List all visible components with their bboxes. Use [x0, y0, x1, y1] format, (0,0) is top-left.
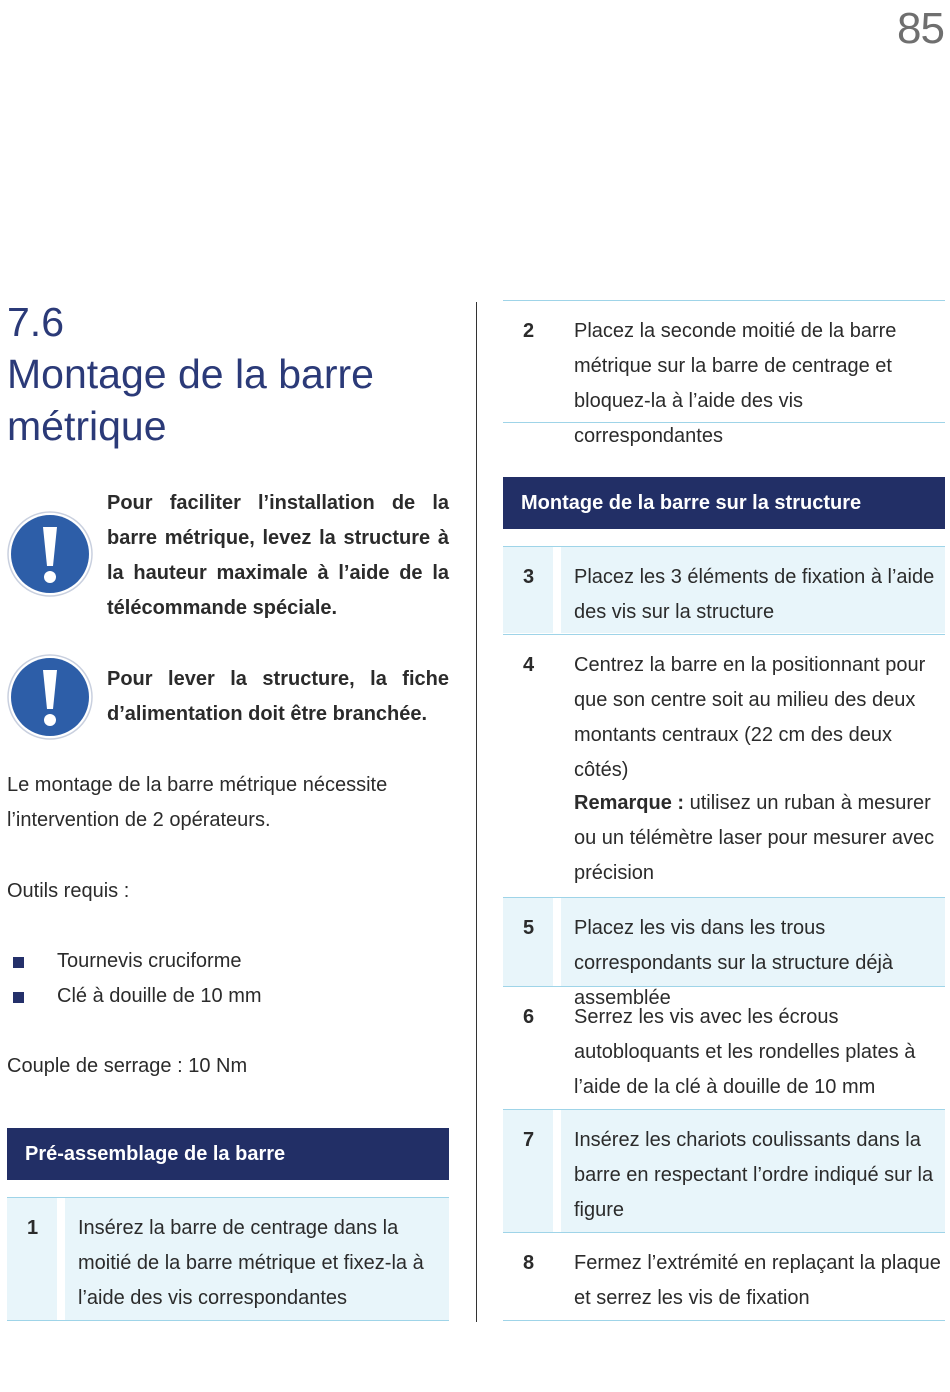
step-text: Placez les vis dans les trous correspondants sur la structure déjà assemblée — [574, 917, 894, 1009]
warning-text: Pour faciliter l’installation de la barre métrique, levez la structure à la hauteur maximale à l’aide de la télécommande spéciale. — [107, 492, 449, 619]
note-label: Remarque : — [574, 792, 685, 814]
rule — [503, 422, 945, 423]
step-text: Fermez l’extrémité en replaçant la plaque et serrez les vis de fixation — [574, 1252, 941, 1309]
exclamation-icon — [7, 511, 93, 597]
step-number: 3 — [523, 566, 535, 588]
step-text: Insérez les chariots coulissants dans la barre en respectant l’ordre indiqué sur la figure — [574, 1129, 934, 1221]
bullet-square-icon — [13, 992, 24, 1003]
step-row — [503, 1233, 945, 1321]
step-row — [503, 301, 945, 447]
step-text: Serrez les vis avec les écrous autobloquants et les rondelles plates à l’aide de la clé à douille de 10 mm — [574, 1006, 916, 1098]
step-number: 5 — [523, 917, 535, 939]
bullet-square-icon — [13, 957, 24, 968]
warning-text: Pour lever la structure, la fiche d’alimentation doit être branchée. — [107, 668, 449, 725]
section-title-line1: Montage de la barre — [7, 351, 374, 397]
list-item: Clé à douille de 10 mm — [7, 979, 449, 1014]
preassembly-heading: Pré-assemblage de la barre — [7, 1128, 449, 1180]
rule — [503, 1320, 945, 1321]
list-item: Tournevis cruciforme — [7, 944, 449, 979]
step-number: 8 — [523, 1252, 535, 1274]
section-title-line2: métrique — [7, 403, 167, 449]
step-text: Placez la seconde moitié de la barre métrique sur la barre de centrage et bloquez-la à l’aide des vis correspondantes — [574, 320, 897, 447]
section-number: 7.6 — [7, 299, 64, 345]
step-number: 6 — [523, 1006, 535, 1028]
section-title — [7, 296, 447, 452]
page-number: 85 — [897, 4, 944, 53]
step-text: Placez les 3 éléments de fixation à l’aide des vis sur la structure — [574, 566, 935, 623]
step-text: Centrez la barre en la positionnant pour que son centre soit au milieu des deux montants centraux (22 cm des deux côtés) — [574, 654, 926, 781]
step-row — [7, 1198, 449, 1320]
step-number: 7 — [523, 1129, 535, 1151]
warning-block — [7, 662, 449, 742]
intro-text: Le montage de la barre métrique nécessite l’intervention de 2 opérateurs. — [7, 774, 388, 831]
step-row — [503, 635, 945, 897]
warning-block — [7, 486, 449, 626]
tools-label: Outils requis : — [7, 880, 130, 902]
rule — [7, 1320, 449, 1321]
note-text: utilisez un ruban à mesurer ou un télémètre laser pour mesurer avec précision — [574, 792, 935, 884]
step-number: 1 — [27, 1217, 39, 1239]
torque-text: Couple de serrage : 10 Nm — [7, 1055, 248, 1077]
note — [574, 786, 941, 891]
column-divider — [476, 302, 477, 1322]
step-number: 4 — [523, 654, 535, 676]
exclamation-icon — [7, 654, 93, 740]
step-text: Insérez la barre de centrage dans la moitié de la barre métrique et fixez-la à l’aide des vis correspondantes — [78, 1217, 424, 1309]
step-row — [503, 547, 945, 633]
step-row — [503, 1110, 945, 1232]
step-row — [503, 987, 945, 1109]
mounting-heading: Montage de la barre sur la structure — [503, 477, 945, 529]
step-number: 2 — [523, 320, 535, 342]
step-row — [503, 898, 945, 1009]
